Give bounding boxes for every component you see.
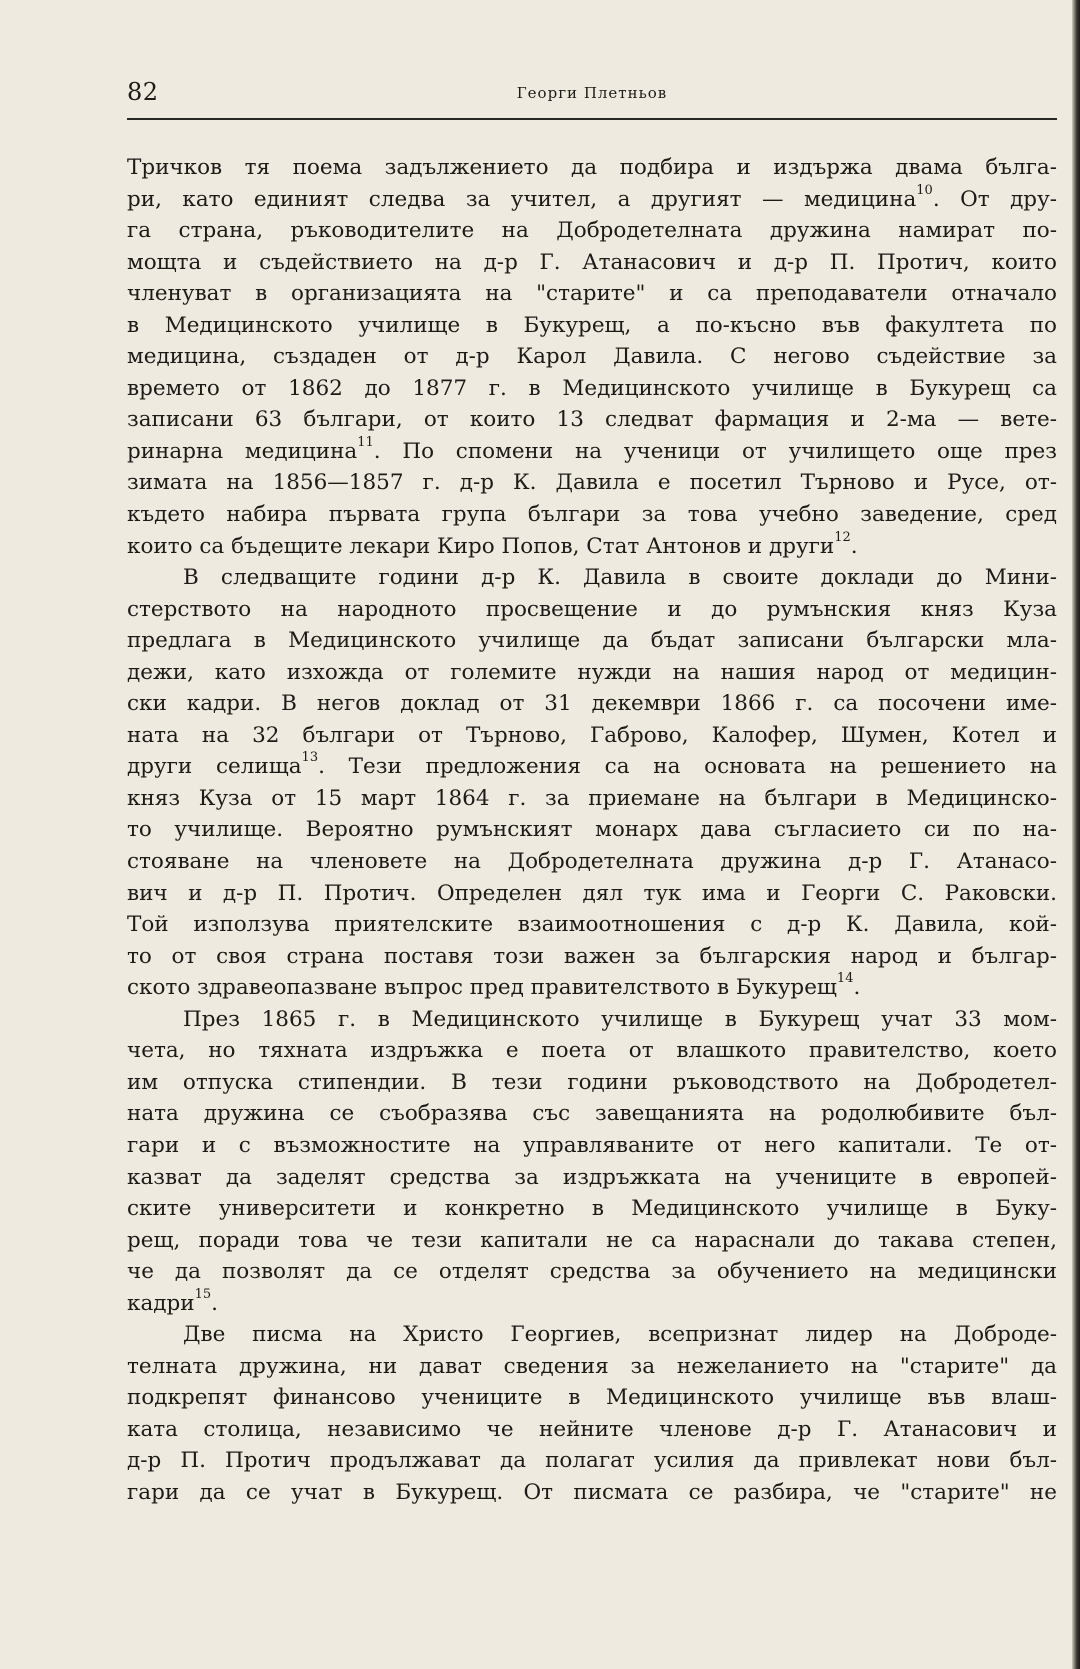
line-text: предлага в Медицинското училище да бъдат записани български мла- <box>127 628 1057 654</box>
line-text: Тричков тя поема задължението да подбира и издържа двама бълга- <box>127 155 1057 180</box>
body-text <box>127 152 1057 1509</box>
line-text-after: . <box>853 975 861 1001</box>
line-text-after: . <box>211 1290 218 1316</box>
line-text: други селища <box>127 754 302 780</box>
line-text: га страна, ръководителите на Добродетелната дружина намират по- <box>127 218 1057 244</box>
line-text: дежи, като изхожда от големите нужди на нашия народ от медицин- <box>127 659 1057 685</box>
line-text: гари и с възможностите на управляваните от него капитали. Те от- <box>127 1132 1057 1158</box>
line-text: вич и д-р П. Протич. Определен дял тук има и Георги С. Раковски. <box>127 880 1057 906</box>
paragraph <box>127 1004 1057 1319</box>
line-text: ната дружина се съобразява със завещанията на родолюбивите бъл- <box>127 1101 1057 1127</box>
line-text: ри, като единият следва за учител, а другият — медицина <box>127 186 917 212</box>
line-text: кадри <box>127 1290 195 1316</box>
text-line <box>127 909 1057 941</box>
footnote-ref: 13 <box>301 751 319 766</box>
line-text: ското здравеопазване въпрос пред правителството в Букурещ <box>127 975 837 1001</box>
line-text: ски кадри. В негов доклад от 31 декември 1866 г. са посочени име- <box>127 691 1057 717</box>
text-line <box>127 310 1057 342</box>
paragraph <box>127 562 1057 1004</box>
text-line <box>127 1319 1057 1351</box>
line-text: рещ, поради това че тези капитали не са нараснали до такава степен, <box>127 1227 1057 1253</box>
text-line <box>127 341 1057 373</box>
text-line <box>127 751 1057 783</box>
line-text: то училище. Вероятно румънският монарх дава съгласието си по на- <box>127 817 1057 843</box>
footnote-ref: 10 <box>916 183 933 198</box>
text-line <box>127 688 1057 720</box>
line-text: в Медицинското училище в Букурещ, а по-късно във факултета по <box>127 312 1057 338</box>
text-line <box>127 467 1057 499</box>
text-line <box>127 625 1057 657</box>
text-line <box>127 941 1057 973</box>
line-text: членуват в организацията на "старите" и са преподаватели отначало <box>127 281 1057 307</box>
line-text: стерството на народното просвещение и до румънския княз Куза <box>127 596 1057 622</box>
line-text: телната дружина, ни дават сведения за нежеланието на "старите" да <box>127 1353 1057 1379</box>
line-text-after: . От дру- <box>932 186 1057 212</box>
paragraph <box>127 1319 1057 1508</box>
text-line <box>127 1193 1057 1225</box>
text-line <box>127 783 1057 815</box>
line-text: времето от 1862 до 1877 г. в Медицинското училище в Букурещ са <box>127 375 1057 401</box>
text-line <box>127 657 1057 689</box>
line-text: ринарна медицина <box>127 438 358 464</box>
text-line <box>127 1004 1057 1036</box>
text-line <box>127 720 1057 752</box>
text-line <box>127 1477 1057 1509</box>
text-line <box>127 184 1057 216</box>
line-text-after: . Тези предложения са на основата на решението на <box>318 754 1057 780</box>
page-number: 82 <box>127 78 159 106</box>
line-text: където набира първата група българи за това учебно заведение, сред <box>127 502 1057 528</box>
line-text: В следващите години д-р К. Давила в своите доклади до Мини- <box>183 565 1057 591</box>
line-text: зимата на 1856—1857 г. д-р К. Давила е посетил Търново и Русе, от- <box>127 470 1057 496</box>
text-line <box>127 1130 1057 1162</box>
line-text: ната на 32 българи от Търново, Габрово, Калофер, Шумен, Котел и <box>127 722 1057 748</box>
text-line <box>127 1445 1057 1477</box>
paragraph <box>127 152 1057 562</box>
footnote-ref: 15 <box>194 1287 212 1302</box>
line-text: че да позволят да се отделят средства за обучението на медицински <box>127 1259 1057 1285</box>
text-line <box>127 1162 1057 1194</box>
text-line <box>127 562 1057 594</box>
header-rule <box>127 118 1057 120</box>
line-text: стояване на членовете на Добродетелната дружина д-р Г. Атанасо- <box>127 849 1057 875</box>
text-line <box>127 152 1057 184</box>
text-line <box>127 1382 1057 1414</box>
line-text: Той използува приятелските взаимоотношения с д-р К. Давила, кой- <box>127 912 1057 938</box>
line-text: ските университети и конкретно в Медицинското училище в Буку- <box>127 1196 1057 1222</box>
text-line <box>127 878 1057 910</box>
line-text: им отпуска стипендии. В тези години ръководството на Добродетел- <box>127 1069 1057 1095</box>
text-line <box>127 594 1057 626</box>
text-line <box>127 278 1057 310</box>
text-line <box>127 1414 1057 1446</box>
text-line <box>127 531 1057 563</box>
line-text: подкрепят финансово учениците в Медицинското училище във влаш- <box>127 1385 1057 1411</box>
page-edge-shadow <box>1072 0 1080 1669</box>
footnote-ref: 14 <box>836 972 854 987</box>
text-line <box>127 1225 1057 1257</box>
text-line <box>127 1067 1057 1099</box>
line-text: княз Куза от 15 март 1864 г. за приемане на българи в Медицинско- <box>127 785 1057 811</box>
text-line <box>127 499 1057 531</box>
text-line <box>127 1035 1057 1067</box>
text-line <box>127 972 1057 1004</box>
text-line <box>127 436 1057 468</box>
footnote-ref: 11 <box>357 435 374 450</box>
text-line <box>127 404 1057 436</box>
text-line <box>127 846 1057 878</box>
line-text: чета, но тяхната издръжка е поета от влашкото правителство, което <box>127 1038 1057 1064</box>
line-text: мощта и съдействието на д-р Г. Атанасович и д-р П. Протич, които <box>127 249 1057 275</box>
text-line <box>127 814 1057 846</box>
line-text: Две писма на Христо Георгиев, всепризнат лидер на Доброде- <box>183 1322 1057 1348</box>
text-line <box>127 1351 1057 1383</box>
footnote-ref: 12 <box>834 530 851 545</box>
text-line <box>127 215 1057 247</box>
text-line <box>127 247 1057 279</box>
line-text-after: . По спомени на ученици от училището още през <box>373 438 1057 464</box>
text-line <box>127 1098 1057 1130</box>
page-header <box>127 78 1057 118</box>
line-text: ката столица, независимо че нейните членове д-р Г. Атанасович и <box>127 1416 1057 1442</box>
line-text: През 1865 г. в Медицинското училище в Букурещ учат 33 мом- <box>183 1006 1057 1032</box>
line-text: казват да заделят средства за издръжката на учениците в европей- <box>127 1164 1057 1190</box>
text-line <box>127 1256 1057 1288</box>
running-head: Георги Плетньов <box>516 84 668 102</box>
line-text: то от своя страна поставя този важен за българския народ и българ- <box>127 943 1057 969</box>
line-text: които са бъдещите лекари Киро Попов, Стат Антонов и други <box>127 533 835 559</box>
line-text: гари да се учат в Букурещ. От писмата се разбира, че "старите" не <box>127 1479 1057 1505</box>
text-line <box>127 373 1057 405</box>
line-text: записани 63 българи, от които 13 следват фармация и 2-ма — вете- <box>127 407 1057 433</box>
line-text-after: . <box>850 533 858 559</box>
line-text: медицина, създаден от д-р Карол Давила. С негово съдействие за <box>127 344 1057 370</box>
text-line <box>127 1288 1057 1320</box>
line-text: д-р П. Протич продължават да полагат усилия да привлекат нови бъл- <box>127 1448 1057 1474</box>
